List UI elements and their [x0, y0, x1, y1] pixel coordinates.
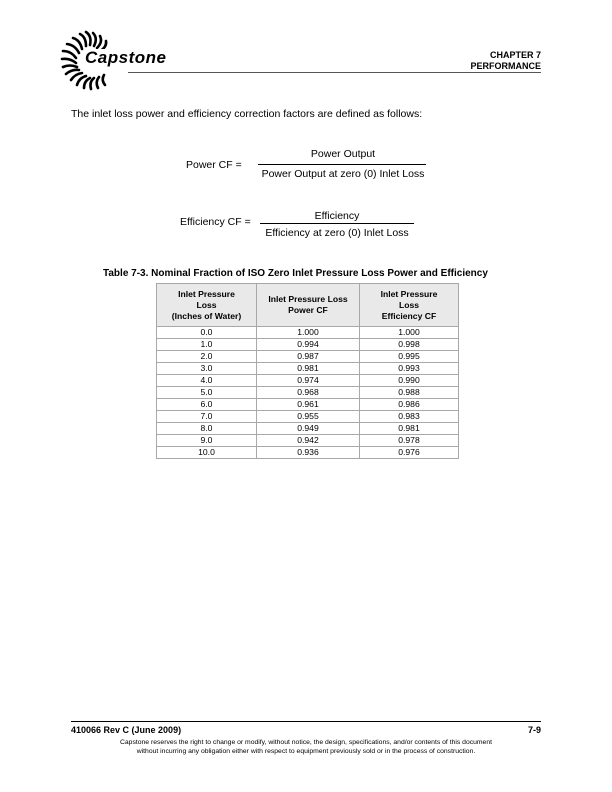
column-header-inlet-pressure-loss: Inlet Pressure Loss (Inches of Water) — [157, 284, 257, 327]
disclaimer-line: without incurring any obligation either with respect to equipment previously sold or in the process of construction. — [136, 748, 476, 755]
document-revision: 410066 Rev C (June 2009) — [71, 725, 182, 735]
formula-numerator: Efficiency — [314, 210, 360, 222]
cell-power-cf: 0.981 — [257, 363, 360, 375]
cell-power-cf: 0.955 — [257, 411, 360, 423]
cell-power-cf: 0.994 — [257, 339, 360, 351]
cell-efficiency-cf: 0.976 — [360, 447, 459, 459]
table-row — [157, 327, 459, 339]
cell-efficiency-cf: 0.983 — [360, 411, 459, 423]
cell-efficiency-cf: 0.978 — [360, 435, 459, 447]
table-row — [157, 351, 459, 363]
table-row — [157, 423, 459, 435]
cell-efficiency-cf: 0.995 — [360, 351, 459, 363]
column-header-efficiency-cf: Inlet Pressure Loss Efficiency CF — [360, 284, 459, 327]
column-header-power-cf: Inlet Pressure Loss Power CF — [257, 284, 360, 327]
formula-label: Power CF = — [186, 159, 242, 171]
table-row — [157, 435, 459, 447]
cell-inlet-loss: 10.0 — [157, 447, 257, 459]
formula-label: Efficiency CF = — [180, 216, 251, 228]
chapter-title: PERFORMANCE — [470, 61, 541, 71]
cell-efficiency-cf: 1.000 — [360, 327, 459, 339]
cell-power-cf: 0.949 — [257, 423, 360, 435]
cell-efficiency-cf: 0.986 — [360, 399, 459, 411]
cell-efficiency-cf: 0.993 — [360, 363, 459, 375]
cell-inlet-loss: 3.0 — [157, 363, 257, 375]
table-row — [157, 411, 459, 423]
formula-denominator: Power Output at zero (0) Inlet Loss — [261, 168, 425, 180]
correction-factor-table — [156, 283, 459, 459]
fraction-bar — [260, 223, 414, 224]
intro-paragraph: The inlet loss power and efficiency correction factors are defined as follows: — [71, 108, 423, 120]
formula-numerator: Power Output — [310, 148, 376, 160]
cell-efficiency-cf: 0.990 — [360, 375, 459, 387]
footer-disclaimer — [71, 738, 541, 756]
page-number: 7-9 — [527, 725, 541, 735]
cell-inlet-loss: 5.0 — [157, 387, 257, 399]
cell-power-cf: 0.936 — [257, 447, 360, 459]
cell-efficiency-cf: 0.981 — [360, 423, 459, 435]
cell-inlet-loss: 2.0 — [157, 351, 257, 363]
cell-inlet-loss: 6.0 — [157, 399, 257, 411]
cell-efficiency-cf: 0.988 — [360, 387, 459, 399]
table-caption: Table 7-3. Nominal Fraction of ISO Zero Inlet Pressure Loss Power and Efficiency — [103, 268, 488, 279]
cell-efficiency-cf: 0.998 — [360, 339, 459, 351]
logo-wordmark: Capstone — [85, 48, 167, 67]
cell-power-cf: 0.968 — [257, 387, 360, 399]
cell-power-cf: 0.987 — [257, 351, 360, 363]
formula-denominator: Efficiency at zero (0) Inlet Loss — [265, 227, 409, 239]
cell-inlet-loss: 9.0 — [157, 435, 257, 447]
table-row — [157, 375, 459, 387]
fraction-bar — [258, 164, 426, 165]
disclaimer-line: Capstone reserves the right to change or modify, without notice, the design, specifications, and/or contents of this document — [119, 739, 493, 746]
cell-power-cf: 0.974 — [257, 375, 360, 387]
cell-inlet-loss: 7.0 — [157, 411, 257, 423]
table-row — [157, 447, 459, 459]
chapter-heading — [470, 50, 541, 72]
table-row — [157, 363, 459, 375]
capstone-logo — [58, 30, 208, 92]
cell-power-cf: 0.961 — [257, 399, 360, 411]
cell-inlet-loss: 0.0 — [157, 327, 257, 339]
cell-inlet-loss: 1.0 — [157, 339, 257, 351]
table-row — [157, 387, 459, 399]
footer-divider — [71, 721, 541, 722]
header-divider — [128, 72, 541, 73]
cell-power-cf: 1.000 — [257, 327, 360, 339]
cell-inlet-loss: 8.0 — [157, 423, 257, 435]
table-header-row — [157, 284, 459, 327]
table-row — [157, 339, 459, 351]
table-row — [157, 399, 459, 411]
cell-inlet-loss: 4.0 — [157, 375, 257, 387]
chapter-number: CHAPTER 7 — [489, 50, 541, 60]
cell-power-cf: 0.942 — [257, 435, 360, 447]
